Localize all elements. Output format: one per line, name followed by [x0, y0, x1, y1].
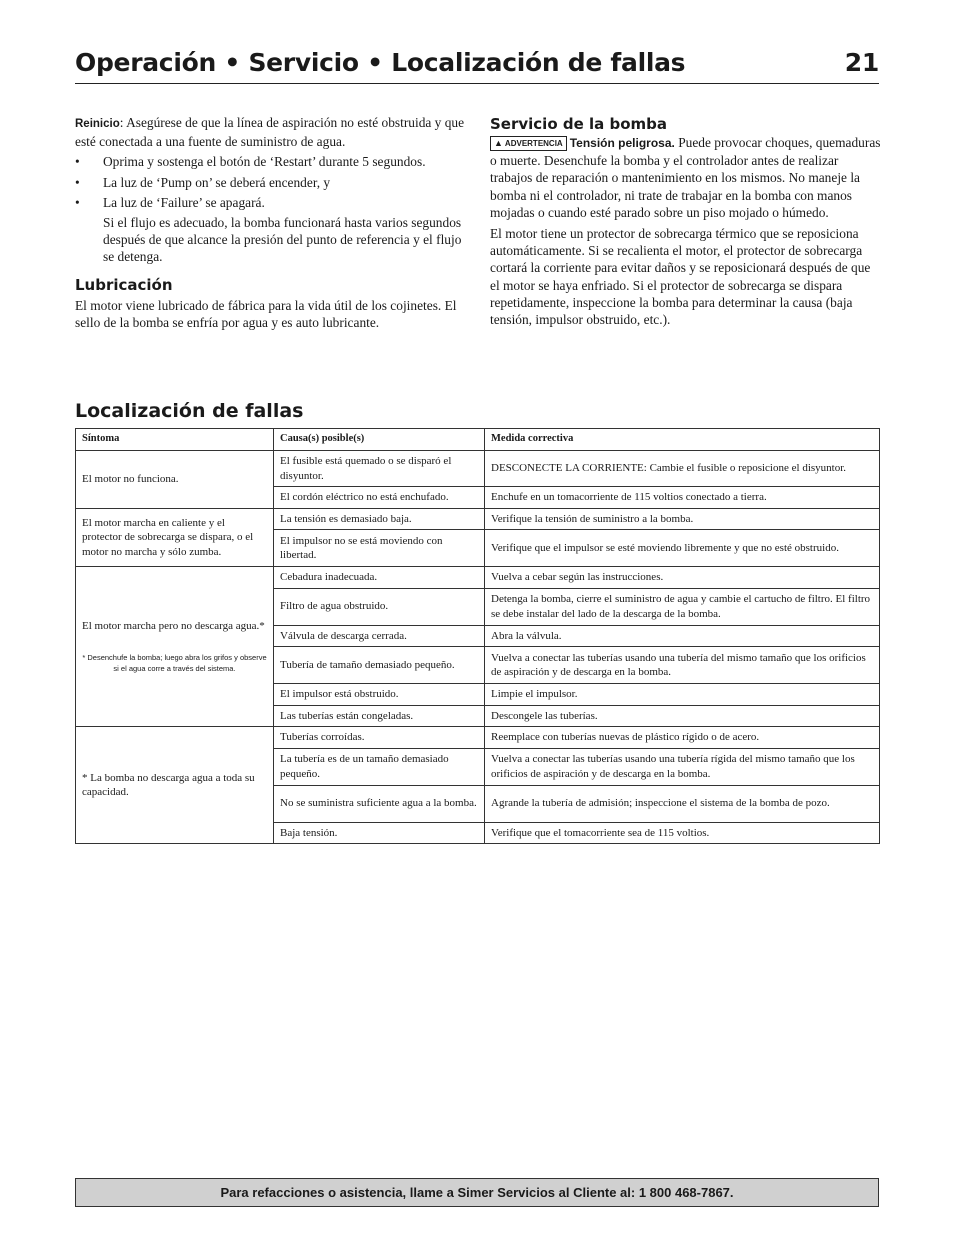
- column-header-cause: Causa(s) posible(s): [274, 429, 485, 451]
- symptom-cell: [76, 567, 274, 727]
- cause-cell: La tensión es demasiado baja.: [274, 508, 485, 530]
- flow-note: Si el flujo es adecuado, la bomba funcionará hasta varios segundos después de que alcance la presión del punto de referencia y el flujo se detenga.: [103, 215, 462, 265]
- action-cell: Detenga la bomba, cierre el suministro de agua y cambie el cartucho de filtro. El filtro se debe instalar del lado de la descarga de la bomba.: [485, 588, 880, 625]
- list-item-text: La luz de ‘Failure’ se apagará.: [103, 194, 265, 210]
- reset-label: Reinicio: [75, 118, 120, 130]
- warning-paragraph: [490, 134, 882, 221]
- action-cell: Limpie el impulsor.: [485, 684, 880, 706]
- symptom-cell: El motor marcha en caliente y el protector de sobrecarga se dispara, o el motor no marcha y sólo zumba.: [76, 508, 274, 567]
- bullet-icon: •: [75, 194, 80, 210]
- list-item-text: La luz de ‘Pump on’ se deberá encender, y: [103, 174, 331, 190]
- warning-text: Puede provocar choques, quemaduras o muerte. Desenchufe la bomba y el controlador antes de realizar trabajos de reparación o mantenimiento en los mismos. No maneje la bomba ni el controlador, ni trate de trabajar en la bomba con manos mojadas o cuando esté parado sobre un piso mojado o húmedo.: [490, 135, 881, 220]
- left-column: [75, 114, 467, 331]
- table-row: [76, 508, 880, 530]
- page-number: 21: [844, 48, 879, 77]
- reset-text: : Asegúrese de que la línea de aspiración no esté obstruida y que esté conectada a una fuente de suministro de agua.: [75, 115, 465, 150]
- warning-badge-label: ADVERTENCIA: [504, 139, 563, 148]
- list-item-text: Oprima y sostenga el botón de ‘Restart’ durante 5 segundos.: [103, 154, 426, 170]
- action-cell: DESCONECTE LA CORRIENTE: Cambie el fusible o reposicione el disyuntor.: [485, 451, 880, 487]
- action-cell: Verifique que el tomacorriente sea de 115 voltios.: [485, 822, 880, 844]
- support-footer: [75, 1178, 879, 1207]
- action-cell: Vuelva a conectar las tuberías usando una tubería del mismo tamaño que los orificios de aspiración y de descarga en la bomba.: [485, 647, 880, 684]
- symptom-footnote: * Desenchufe la bomba; luego abra los grifos y observe si el agua corre a través del sistema.: [82, 653, 267, 673]
- table-header-row: [76, 429, 880, 451]
- motor-protector-text: El motor tiene un protector de sobrecarga térmico que se reposiciona automáticamente. Si se recalienta el motor, el protector de sobrecarga cortará la corriente para evitar daños y se reposicionará después de que el motor se haya enfriado. Si el protector de sobrecarga se dispara repetidamente, inspeccione la bomba para determinar la causa (baja tensión, impulsor obstruido, etc.).: [490, 226, 871, 328]
- bullet-icon: •: [75, 174, 80, 190]
- table-row: [76, 727, 880, 749]
- cause-cell: El cordón eléctrico no está enchufado.: [274, 487, 485, 509]
- reset-steps-list: [75, 153, 467, 211]
- action-cell: Vuelva a conectar las tuberías usando una tubería rígida del mismo tamaño que los orificios de aspiración y de descarga en la bomba.: [485, 748, 880, 785]
- cause-cell: Cebadura inadecuada.: [274, 567, 485, 589]
- warning-bold: Tensión peligrosa.: [569, 136, 675, 150]
- troubleshooting-heading: Localización de fallas: [75, 400, 304, 422]
- action-cell: Verifique que el impulsor se esté moviendo libremente y que no esté obstruido.: [485, 530, 880, 567]
- troubleshooting-table: [75, 428, 880, 844]
- service-heading: Servicio de la bomba: [490, 115, 668, 133]
- action-cell: Agrande la tubería de admisión; inspeccione el sistema de la bomba de pozo.: [485, 785, 880, 822]
- warning-triangle-icon: ▲: [494, 138, 503, 148]
- table-row: [76, 567, 880, 589]
- symptom-cell: El motor no funciona.: [76, 451, 274, 509]
- right-column: [490, 114, 882, 328]
- action-cell: Verifique la tensión de suministro a la bomba.: [485, 508, 880, 530]
- lubrication-text: El motor viene lubricado de fábrica para la vida útil de los cojinetes. El sello de la bomba se enfría por agua y es auto lubricante.: [75, 297, 457, 330]
- cause-cell: Baja tensión.: [274, 822, 485, 844]
- cause-cell: El impulsor está obstruido.: [274, 684, 485, 706]
- cause-cell: No se suministra suficiente agua a la bomba.: [274, 785, 485, 822]
- column-header-action: Medida correctiva: [485, 429, 880, 451]
- page-header: [75, 48, 879, 84]
- lubrication-heading: Lubricación: [75, 275, 173, 294]
- action-cell: Reemplace con tuberías nuevas de plástico rígido o de acero.: [485, 727, 880, 749]
- action-cell: Enchufe en un tomacorriente de 115 voltios conectado a tierra.: [485, 487, 880, 509]
- page-title: Operación • Servicio • Localización de fallas: [75, 48, 686, 77]
- warning-badge: [490, 136, 567, 151]
- symptom-text: El motor marcha pero no descarga agua.*: [82, 619, 265, 632]
- cause-cell: El fusible está quemado o se disparó el disyuntor.: [274, 451, 485, 487]
- reset-paragraph: [75, 114, 467, 150]
- support-footer-text: Para refacciones o asistencia, llame a Simer Servicios al Cliente al: 1 800 468-7867.: [220, 1185, 734, 1200]
- action-cell: Abra la válvula.: [485, 625, 880, 647]
- column-header-symptom: Síntoma: [76, 429, 274, 451]
- cause-cell: Filtro de agua obstruido.: [274, 588, 485, 625]
- cause-cell: Las tuberías están congeladas.: [274, 705, 485, 727]
- list-item: [75, 194, 467, 211]
- cause-cell: Tubería de tamaño demasiado pequeño.: [274, 647, 485, 684]
- cause-cell: La tubería es de un tamaño demasiado pequeño.: [274, 748, 485, 785]
- cause-cell: Válvula de descarga cerrada.: [274, 625, 485, 647]
- cause-cell: Tuberías corroídas.: [274, 727, 485, 749]
- list-item: [75, 153, 467, 170]
- list-item: [75, 174, 467, 191]
- action-cell: Descongele las tuberías.: [485, 705, 880, 727]
- cause-cell: El impulsor no se está moviendo con libertad.: [274, 530, 485, 567]
- action-cell: Vuelva a cebar según las instrucciones.: [485, 567, 880, 589]
- symptom-cell: * La bomba no descarga agua a toda su capacidad.: [76, 727, 274, 844]
- table-row: [76, 451, 880, 487]
- bullet-icon: •: [75, 154, 80, 170]
